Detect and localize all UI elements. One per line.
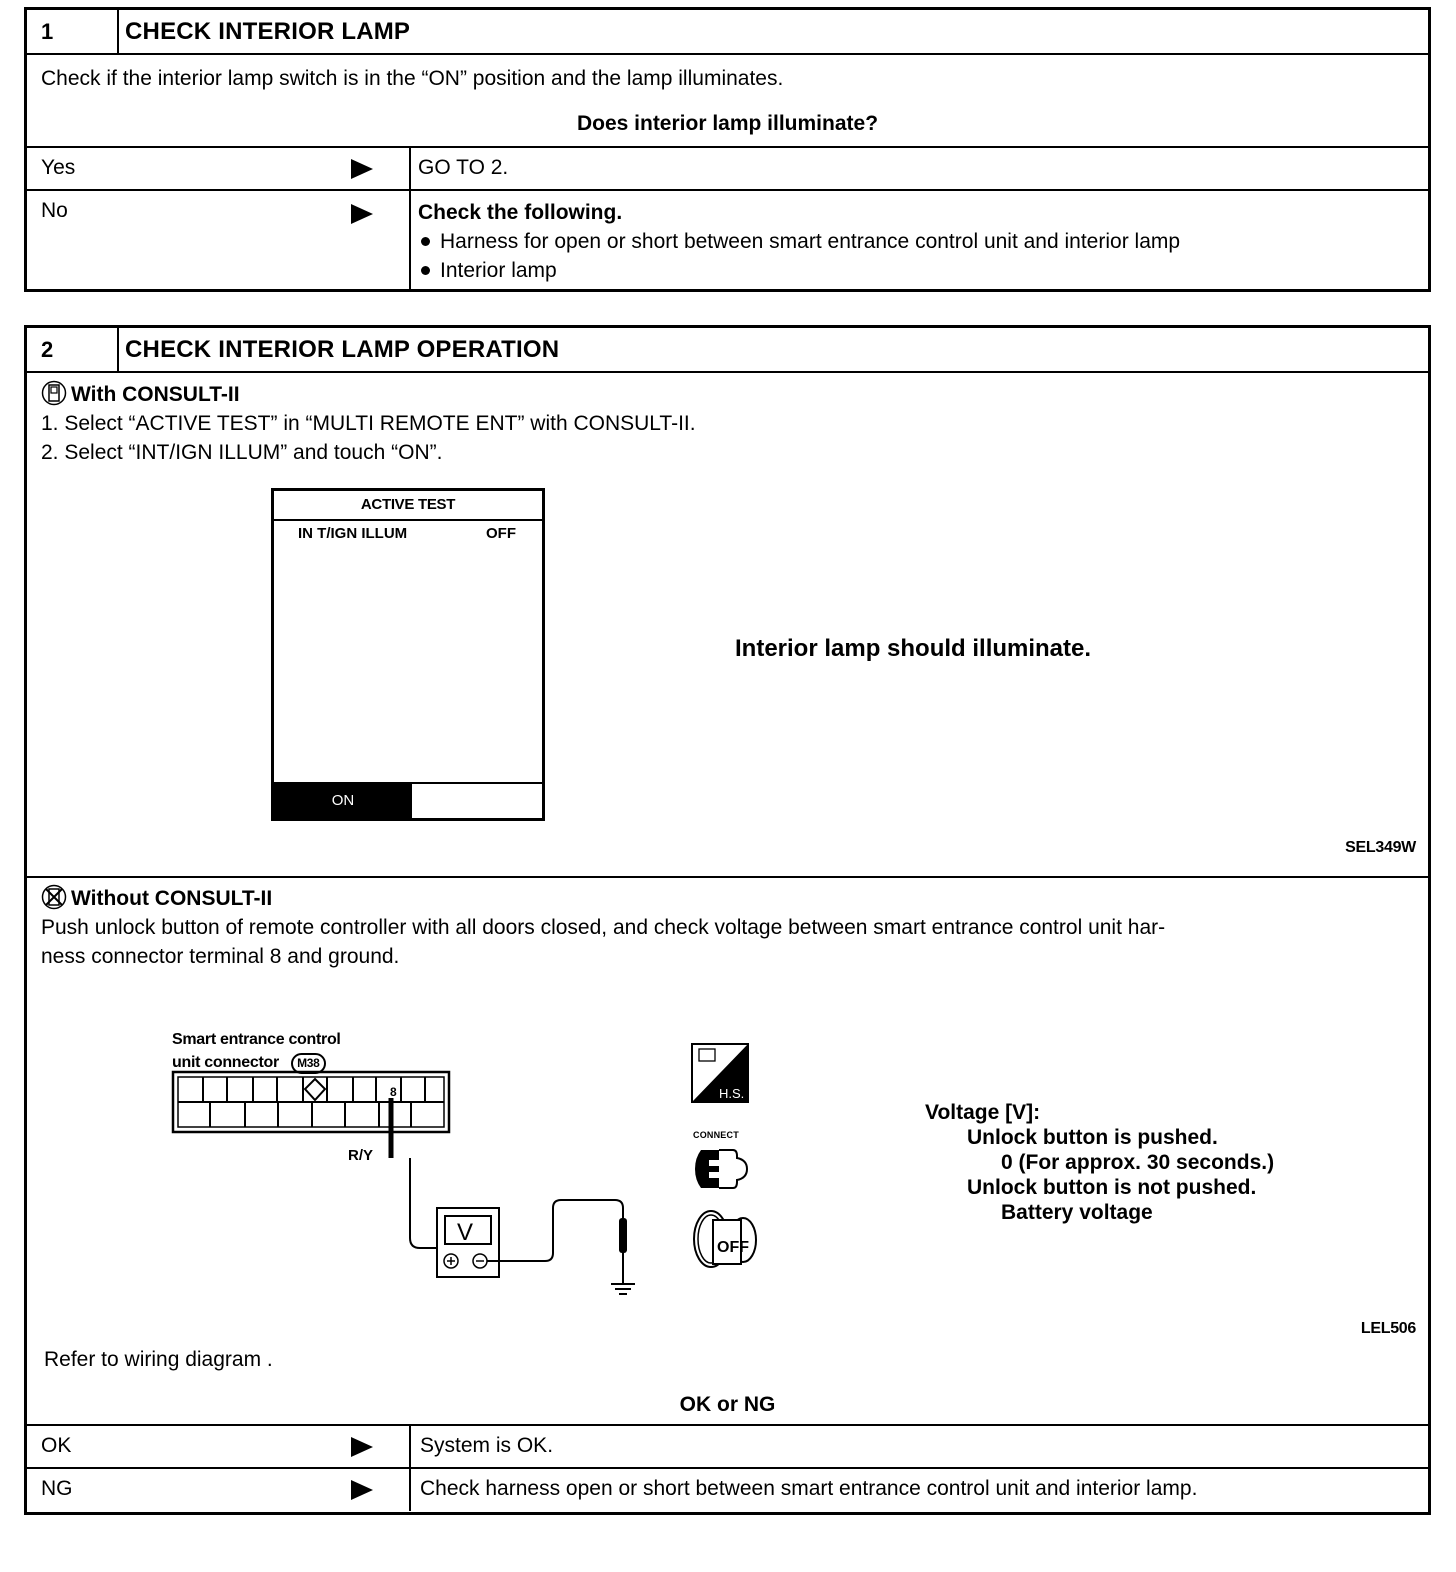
step-1-body [27,55,1428,148]
without-consult-section [27,878,1428,1426]
arrow-right-icon [351,204,373,224]
consult-tester-icon [41,380,67,406]
connect-icon [691,1144,753,1192]
ground-icon [611,1284,635,1294]
arrow-right-icon [351,1480,373,1500]
spec-title: Voltage [V]: [925,1101,1041,1124]
svg-text:OFF: OFF [717,1239,749,1256]
result-title: Check the following. [418,201,623,224]
connector-icon [173,1072,449,1132]
branch-result: GO TO 2. [418,156,509,179]
branch-label: No [41,199,68,222]
voltage-test-diagram [167,1058,667,1298]
connector-id-badge: M38 [291,1053,325,1074]
bullet-icon [421,237,430,246]
instruction-line-1: Push unlock button of remote controller with all doors closed, and check voltage between smart entrance control unit har- [41,916,1166,939]
svg-text:H.S.: H.S. [719,1086,745,1101]
branch-result: Check harness open or short between smart entrance control unit and interior lamp. [420,1477,1198,1500]
instruction-line-2: ness connector terminal 8 and ground. [41,945,400,968]
with-consult-heading: With CONSULT-II [71,383,240,406]
svg-text:V: V [457,1219,474,1246]
on-button[interactable]: ON [274,784,412,818]
connector-label: Smart entrance control unit connector M38 [172,1028,341,1074]
branch-ok[interactable] [27,1426,1428,1469]
step-1-block [24,7,1431,292]
consult-step-2: 2. Select “INT/IGN ILLUM” and touch “ON”. [41,441,443,464]
step-2-block [24,325,1431,1515]
spec-condition-1: Unlock button is pushed. [967,1126,1218,1149]
branch-label: OK [41,1434,72,1457]
figure-code: SEL349W [1345,839,1416,856]
item-value: OFF [486,525,516,542]
no-consult-icon [41,884,67,910]
result-item: Harness for open or short between smart entrance control unit and interior lamp [418,227,1428,256]
screen-item-row[interactable] [274,521,542,542]
step-1-question: Does interior lamp illuminate? [576,112,879,135]
step-title: CHECK INTERIOR LAMP OPERATION [125,335,560,363]
spec-value-1: 0 (For approx. 30 seconds.) [1001,1151,1275,1174]
ok-ng-question: OK or NG [679,1393,776,1416]
step-1-instruction: Check if the interior lamp switch is in the “ON” position and the lamp illuminates. [41,67,784,90]
step-number: 2 [27,328,119,371]
voltage-spec [925,1100,1274,1225]
connect-label: CONNECT [693,1130,739,1140]
consult-result: Interior lamp should illuminate. [735,635,1092,662]
branch-label: Yes [41,156,76,179]
voltmeter-icon [437,1208,499,1277]
step-1-header [27,10,1428,55]
bullet-icon [421,266,430,275]
ignition-off-icon [691,1208,761,1270]
result-item: Interior lamp [418,256,1428,285]
svg-text:8: 8 [390,1085,397,1099]
screen-title: ACTIVE TEST [274,491,542,521]
branch-label: NG [41,1477,73,1500]
arrow-right-icon [351,1437,373,1457]
branch-ng[interactable] [27,1469,1428,1511]
step-number: 1 [27,10,119,53]
svg-text:R/Y: R/Y [348,1147,374,1164]
wiring-diagram-reference[interactable]: Refer to wiring diagram . [44,1348,273,1371]
step-title: CHECK INTERIOR LAMP [125,17,411,45]
with-consult-section [27,373,1428,878]
spec-condition-2: Unlock button is not pushed. [967,1176,1257,1199]
item-label: IN T/IGN ILLUM [298,525,408,542]
step-2-header [27,328,1428,373]
spec-value-2: Battery voltage [1001,1201,1153,1224]
branch-result: System is OK. [420,1434,554,1457]
without-consult-heading: Without CONSULT-II [71,887,273,910]
screen-buttons [274,782,542,818]
harness-side-icon [691,1043,753,1105]
branch-yes[interactable] [27,148,1428,191]
active-test-screen [271,488,545,821]
arrow-right-icon [351,159,373,179]
branch-no[interactable] [27,191,1428,290]
figure-code: LEL506 [1360,1320,1416,1337]
consult-step-1: 1. Select “ACTIVE TEST” in “MULTI REMOTE ENT” with CONSULT-II. [41,412,696,435]
blank-button[interactable] [412,784,542,818]
